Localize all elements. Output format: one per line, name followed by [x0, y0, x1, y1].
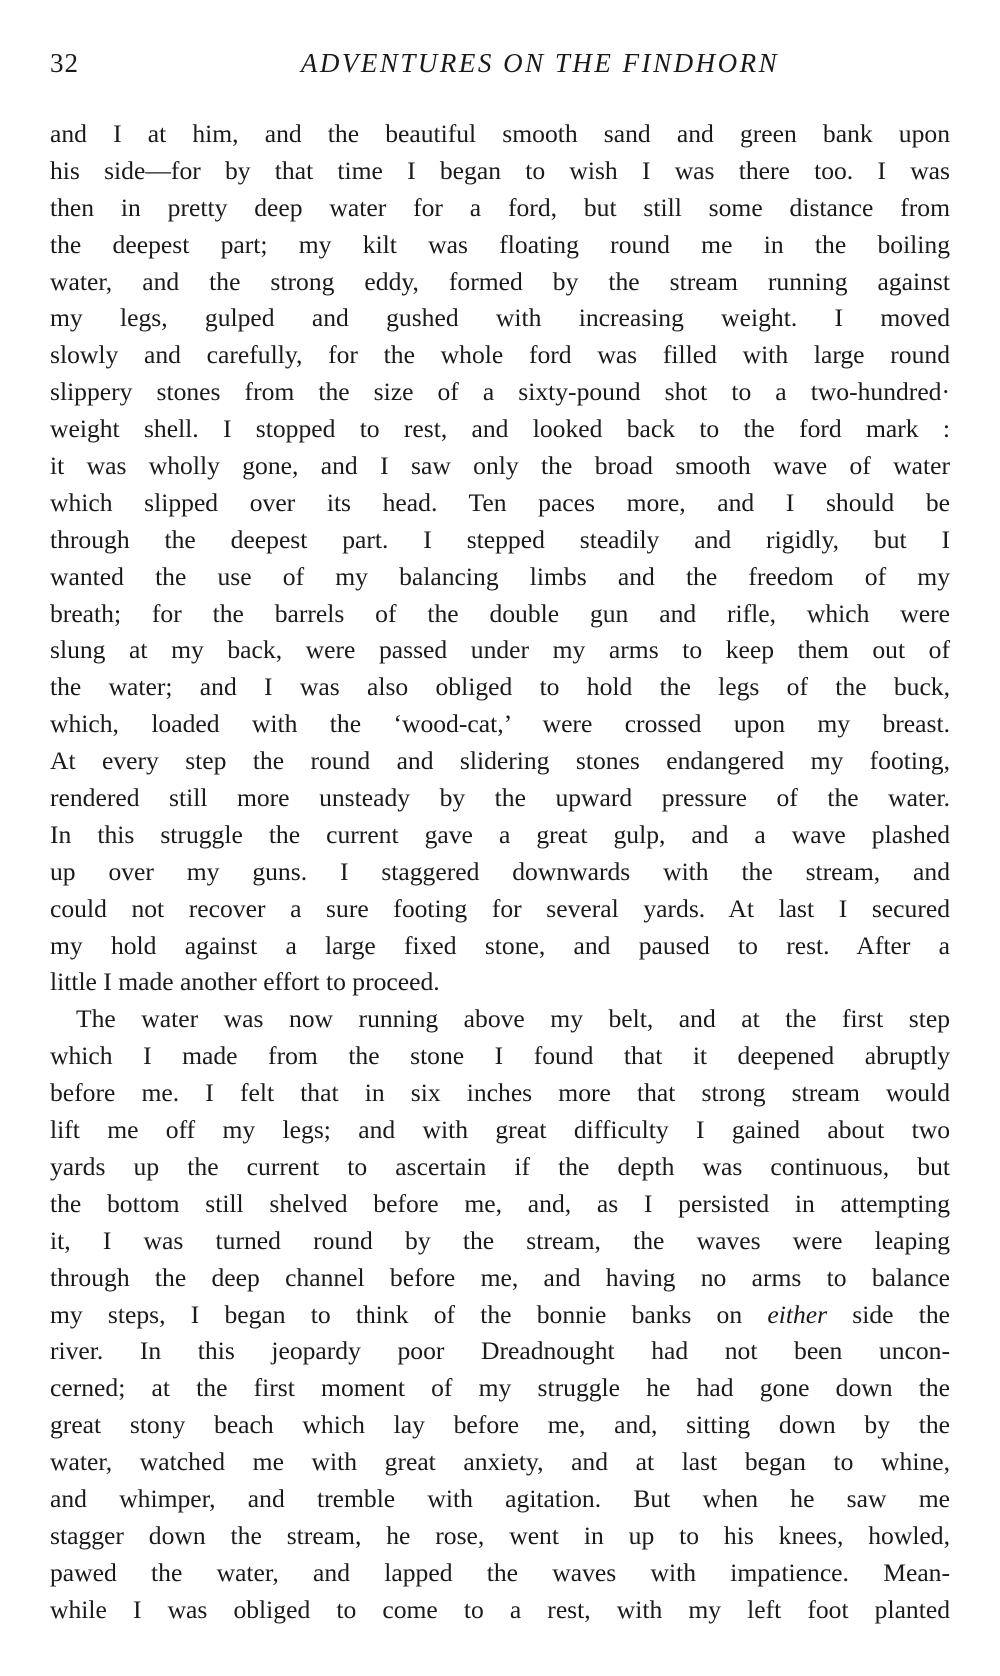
text-line: slung at my back, were passed under my arms to keep them out of [50, 635, 950, 665]
text-line: then in pretty deep water for a ford, but still some distance from [50, 192, 950, 222]
text-line: cerned; at the first moment of my struggle he had gone down the [50, 1373, 950, 1403]
text-line: his side—for by that time I began to wish I was there too. I was [50, 155, 950, 185]
text-segment: side the [827, 1299, 950, 1329]
text-line: and whimper, and tremble with agitation. But when he saw me [50, 1483, 950, 1513]
running-title: ADVENTURES ON THE FINDHORN [300, 48, 780, 78]
text-line: slippery stones from the size of a sixty-pound shot to a two-hundred· [50, 377, 950, 407]
text-line: my hold against a large fixed stone, and paused to rest. After a [50, 930, 950, 960]
text-segment: my steps, I began to think of the bonnie banks on [50, 1299, 768, 1329]
text-line: which slipped over its head. Ten paces more, and I should be [50, 487, 950, 517]
text-line: weight shell. I stopped to rest, and looked back to the ford mark : [50, 414, 950, 444]
text-line: while I was obliged to come to a rest, with my left foot planted [50, 1594, 950, 1624]
text-line: rendered still more unsteady by the upward pressure of the water. [50, 783, 950, 813]
text-line: before me. I felt that in six inches more that strong stream would [50, 1078, 950, 1108]
text-line: At every step the round and slidering stones endangered my footing, [50, 746, 950, 776]
text-line: which, loaded with the ‘wood-cat,’ were crossed upon my breast. [50, 709, 950, 739]
text-line: could not recover a sure footing for several yards. At last I secured [50, 893, 950, 923]
text-line: little I made another effort to proceed. [50, 967, 440, 997]
text-line: wanted the use of my balancing limbs and the freedom of my [50, 561, 950, 591]
text-line: lift me off my legs; and with great difficulty I gained about two [50, 1115, 950, 1145]
text-line: In this struggle the current gave a great gulp, and a wave plashed [50, 819, 950, 849]
text-line: great stony beach which lay before me, and, sitting down by the [50, 1410, 950, 1440]
text-line: my legs, gulped and gushed with increasing weight. I moved [50, 303, 950, 333]
paragraph-1 [50, 116, 950, 1001]
text-line: up over my guns. I staggered downwards with the stream, and [50, 856, 950, 886]
text-line [50, 1297, 950, 1334]
text-line: and I at him, and the beautiful smooth sand and green bank upon [50, 119, 950, 148]
text-line: river. In this jeopardy poor Dreadnought had not been uncon- [50, 1336, 950, 1366]
text-line: stagger down the stream, he rose, went in up to his knees, howled, [50, 1520, 950, 1550]
text-line: it, I was turned round by the stream, the waves were leaping [50, 1225, 950, 1255]
text-line: the bottom still shelved before me, and, as I persisted in attempting [50, 1188, 950, 1218]
text-line: water, watched me with great anxiety, and at last began to whine, [50, 1447, 950, 1477]
text-line: it was wholly gone, and I saw only the broad smooth wave of water [50, 451, 950, 481]
paragraph-2 [50, 1001, 950, 1628]
page-number: 32 [50, 48, 79, 78]
text-line: which I made from the stone I found that it deepened abruptly [50, 1041, 950, 1071]
page-header [50, 48, 950, 88]
text-line: yards up the current to ascertain if the depth was continuous, but [50, 1151, 950, 1181]
text-line: the water; and I was also obliged to hold the legs of the buck, [50, 672, 950, 702]
text-line: slowly and carefully, for the whole ford was filled with large round [50, 340, 950, 370]
text-line: the deepest part; my kilt was floating round me in the boiling [50, 229, 950, 259]
text-line: pawed the water, and lapped the waves with impatience. Mean- [50, 1557, 950, 1587]
text-line: The water was now running above my belt, and at the first step [76, 1004, 950, 1034]
text-line: water, and the strong eddy, formed by the stream running against [50, 266, 950, 296]
body-text [50, 116, 950, 1629]
text-line: through the deep channel before me, and having no arms to balance [50, 1262, 950, 1292]
text-line: breath; for the barrels of the double gun and rifle, which were [50, 598, 950, 628]
text-line: through the deepest part. I stepped steadily and rigidly, but I [50, 524, 950, 554]
italic-word: either [767, 1299, 828, 1329]
